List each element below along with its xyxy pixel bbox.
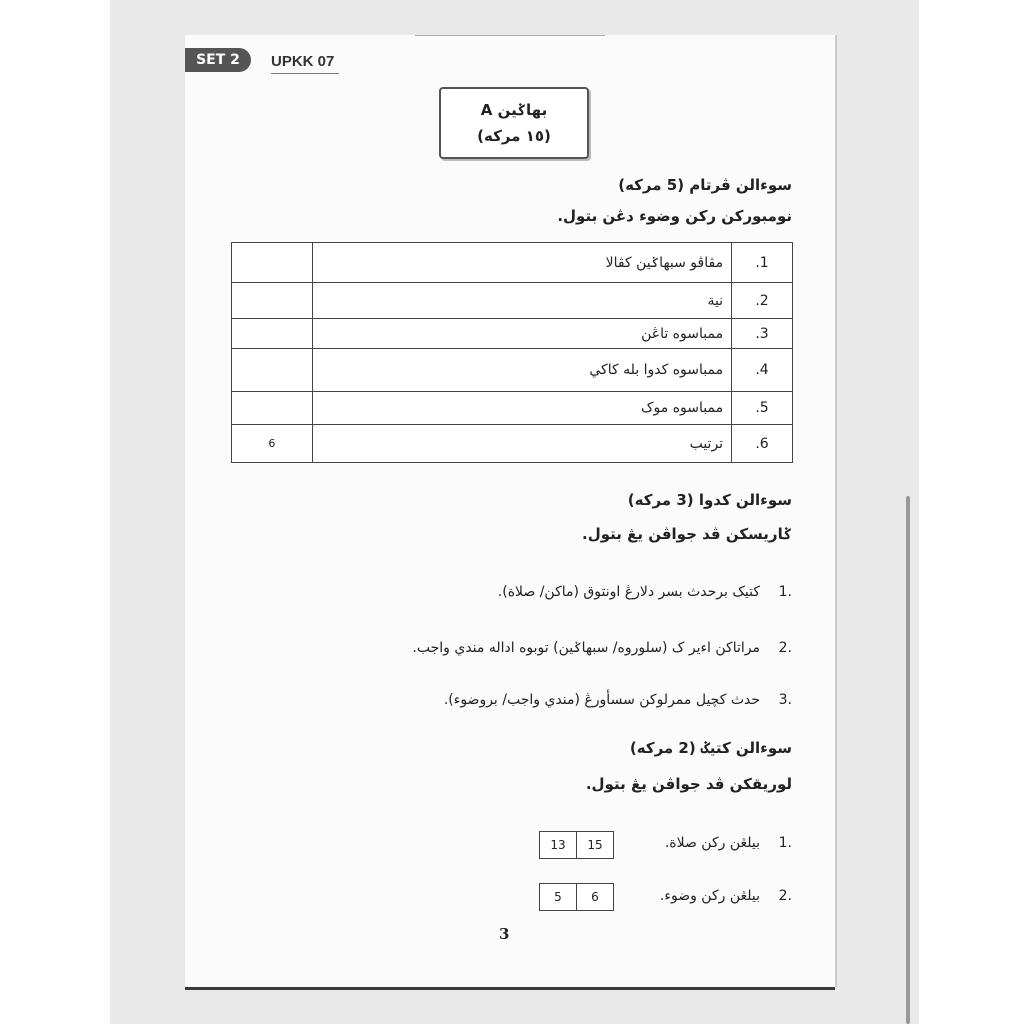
item-text: بيلڠن رکن وضوء. bbox=[659, 888, 760, 904]
subject-code: UPKK 07 bbox=[271, 53, 335, 70]
row-number: .5 bbox=[732, 392, 793, 425]
row-number: .2 bbox=[732, 283, 793, 319]
page-number: 3 bbox=[499, 925, 510, 943]
option-box[interactable]: 15 bbox=[576, 832, 613, 858]
option-box[interactable]: 13 bbox=[550, 838, 566, 852]
table-row bbox=[232, 392, 793, 425]
term-cell: ترتيب bbox=[312, 425, 731, 463]
item-text[interactable]: مراتاکن اءير ک (سلوروه/ سبهاݢين) توبوه اداله مندي واجب. bbox=[412, 640, 760, 656]
section-title: بهاݢين A bbox=[480, 101, 548, 119]
row-number: .1 bbox=[732, 243, 793, 283]
item-number: .1 bbox=[778, 835, 792, 851]
q3-options-1 bbox=[539, 831, 614, 859]
item-text[interactable]: حدث کچيل ممرلوکن سسأورڠ (مندي واجب/ بروضوء). bbox=[443, 692, 760, 708]
worksheet-page bbox=[185, 35, 835, 987]
table-row bbox=[232, 425, 793, 463]
item-number: .2 bbox=[778, 888, 792, 904]
item-text[interactable]: کتيک برحدث بسر دلارڠ اونتوق (ماکن/ صلاة). bbox=[497, 584, 760, 600]
section-marks: (١٥ مرکه) bbox=[477, 127, 551, 145]
item-number: .1 bbox=[778, 584, 792, 600]
q3-item bbox=[232, 835, 792, 851]
q3-instruction: لوريقکن ڤد جواڤن يڠ بتول. bbox=[585, 775, 792, 793]
table-row bbox=[232, 243, 793, 283]
answer-cell[interactable] bbox=[232, 283, 313, 319]
q3-item bbox=[232, 888, 792, 904]
table-row bbox=[232, 319, 793, 349]
section-box bbox=[439, 87, 589, 159]
left-margin bbox=[0, 0, 110, 1024]
q1-instruction: نومبورکن رکن وضوء دڠن بتول. bbox=[557, 207, 792, 225]
row-number: .6 bbox=[732, 425, 793, 463]
row-number: .3 bbox=[732, 319, 793, 349]
option-box[interactable]: 5 bbox=[554, 890, 562, 904]
term-cell: نية bbox=[312, 283, 731, 319]
answer-cell[interactable]: 6 bbox=[232, 425, 313, 463]
term-cell: ممباسوه تاڠن bbox=[312, 319, 731, 349]
q2-item bbox=[232, 584, 792, 600]
row-number: .4 bbox=[732, 349, 793, 392]
q2-instruction: ݢاريسکن ڤد جواڤن يڠ بتول. bbox=[582, 525, 792, 543]
item-number: .3 bbox=[778, 692, 792, 708]
term-cell: مڤاڤو سبهاݢين کڤالا bbox=[312, 243, 731, 283]
answer-cell[interactable] bbox=[232, 243, 313, 283]
answer-cell[interactable] bbox=[232, 349, 313, 392]
q3-options-2 bbox=[539, 883, 614, 911]
table-row bbox=[232, 349, 793, 392]
q2-heading: سوءالن کدوا (3 مرکه) bbox=[627, 491, 792, 509]
answer-cell[interactable] bbox=[232, 319, 313, 349]
set-badge: SET 2 bbox=[185, 48, 251, 72]
top-rule bbox=[415, 35, 605, 36]
answer-cell[interactable] bbox=[232, 392, 313, 425]
subject-code-underline bbox=[271, 73, 339, 74]
item-number: .2 bbox=[778, 640, 792, 656]
q2-item bbox=[232, 692, 792, 708]
q1-table bbox=[231, 242, 793, 463]
table-row bbox=[232, 283, 793, 319]
term-cell: ممباسوه موک bbox=[312, 392, 731, 425]
item-text: بيلڠن رکن صلاة. bbox=[664, 835, 760, 851]
term-cell: ممباسوه کدوا بله کاکي bbox=[312, 349, 731, 392]
right-margin bbox=[919, 0, 1024, 1024]
q2-item bbox=[232, 640, 792, 656]
q1-heading: سوءالن ڤرتام (5 مرکه) bbox=[618, 176, 792, 194]
q3-heading: سوءالن کتيݢ (2 مرکه) bbox=[629, 739, 792, 757]
scrollbar[interactable] bbox=[906, 496, 910, 1024]
option-box[interactable]: 6 bbox=[576, 884, 613, 910]
